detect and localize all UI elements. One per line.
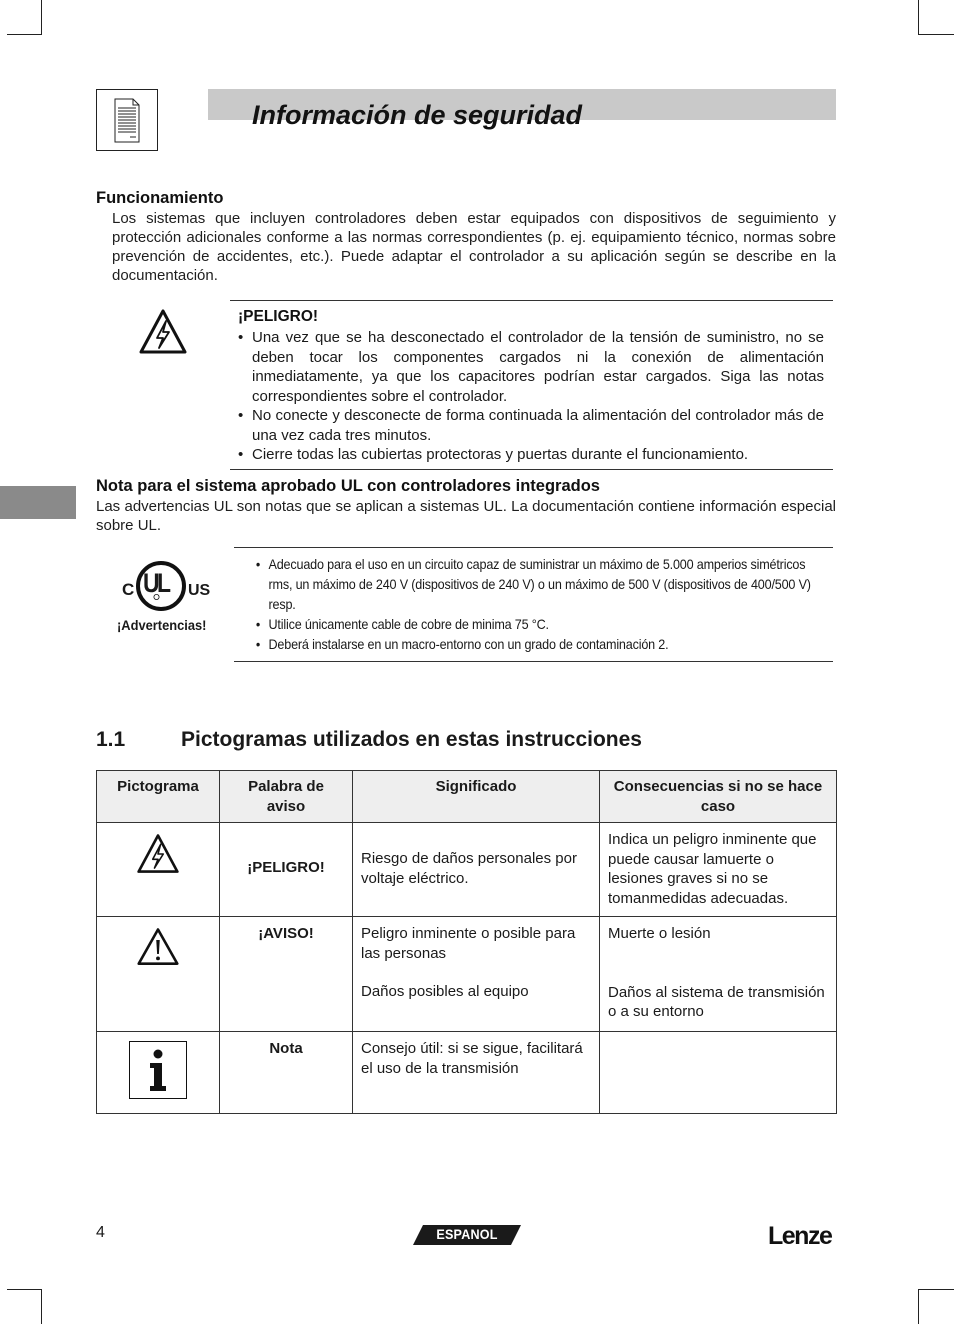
danger-heading: ¡PELIGRO!	[238, 308, 319, 325]
consequence-cell	[600, 1032, 837, 1114]
danger-item: • Una vez que se ha desconectado el controlador de la tensión de suministro, no se deben tocar los componentes cargados ni la conexión de alimentación inmediatamente, ya que los capacitores podrían estar cargados. Siga las notas correspondientes sobre el controlador.	[237, 328, 824, 406]
danger-item: • Cierre todas las cubiertas protectoras y puertas durante el funcionamiento.	[237, 445, 824, 465]
funcionamiento-text: Los sistemas que incluyen controladores deben estar equipados con dispositivos de seguimiento y protección adicionales conforme a las normas correspondientes (p. ej. equipamiento técnico, normas sobre prevención de accidentes, etc.). Puede adaptar el controlador a su aplicación según se describe en la documentación.	[112, 210, 836, 284]
crop-mark	[918, 34, 954, 35]
signal-word: ¡AVISO!	[220, 917, 353, 1032]
crop-mark	[918, 1289, 954, 1290]
ul-logo-c: C	[122, 580, 135, 599]
ul-bottom-rule	[234, 661, 833, 662]
funcionamiento-heading: Funcionamiento	[96, 189, 224, 207]
crop-mark	[41, 0, 42, 34]
meaning-line: Peligro inminente o posible para las personas	[361, 925, 576, 962]
meaning-cell	[353, 917, 600, 1032]
pictogram-cell	[97, 1032, 220, 1114]
table-row	[97, 823, 837, 917]
danger-list	[237, 328, 824, 465]
consequence-cell	[600, 917, 837, 1032]
crop-mark	[7, 34, 42, 35]
ul-logo-mark: UL	[143, 568, 169, 598]
document-icon	[96, 89, 158, 151]
consequence-cell: Indica un peligro inminente que puede causar lamuerte o lesiones graves si no se tomanmedidas adecuadas.	[600, 823, 837, 917]
column-header: Pictograma	[97, 771, 220, 823]
page-title: Información de seguridad	[252, 100, 583, 130]
ul-top-rule	[234, 547, 833, 548]
ul-note-text: Las advertencias UL son notas que se aplican a sistemas UL. La documentación contiene información especial sobre UL.	[96, 498, 836, 534]
crop-mark	[918, 0, 919, 34]
ul-list	[255, 554, 810, 654]
danger-bottom-rule	[230, 469, 833, 470]
info-icon	[129, 1041, 187, 1105]
section-title: Pictogramas utilizados en estas instrucciones	[181, 728, 642, 751]
chapter-tab	[0, 486, 76, 519]
meaning-line: Daños posibles al equipo	[361, 983, 529, 1000]
ul-item: • Adecuado para el uso en un circuito capaz de suministrar un máximo de 5.000 amperios simétricos rms, un máximo de 240 V (dispositivos de 240 V) o un máximo de 500 V (dispositivos de 400/500 V) resp.	[255, 554, 823, 614]
language-badge	[413, 1225, 521, 1245]
pictogram-table	[96, 770, 837, 1114]
consequence-line: Muerte o lesión	[608, 925, 711, 942]
column-header: Palabra de aviso	[220, 771, 353, 823]
meaning-cell: Consejo útil: si se sigue, facilitará el uso de la transmisión	[353, 1032, 600, 1114]
ul-item: • Utilice únicamente cable de cobre de minima 75 °C.	[255, 614, 823, 634]
ul-item: • Deberá instalarse en un macro-entorno con un grado de contaminación 2.	[255, 634, 823, 654]
language-label: ESPANOL	[436, 1226, 498, 1242]
danger-top-rule	[230, 300, 833, 301]
table-header-row	[97, 771, 837, 823]
table-row	[97, 1032, 837, 1114]
ul-warnings-caption: ¡Advertencias!	[117, 617, 207, 633]
page-number: 4	[96, 1224, 105, 1241]
meaning-cell: Riesgo de daños personales por voltaje eléctrico.	[353, 823, 600, 917]
brand-logo: Lenze	[768, 1222, 832, 1250]
ul-listed-logo	[116, 560, 216, 612]
electrical-hazard-icon	[137, 307, 189, 362]
danger-item: • No conecte y desconecte de forma continuada la alimentación del controlador más de una vez cada tres minutos.	[237, 406, 824, 445]
ul-logo-us: US	[188, 582, 211, 599]
table-row	[97, 917, 837, 1032]
pictogram-cell	[97, 823, 220, 917]
column-header: Significado	[353, 771, 600, 823]
crop-mark	[7, 1289, 42, 1290]
section-number: 1.1	[96, 728, 126, 751]
column-header: Consecuencias si no se hace caso	[600, 771, 837, 823]
crop-mark	[41, 1289, 42, 1324]
pictogram-cell	[97, 917, 220, 1032]
signal-word: ¡PELIGRO!	[220, 823, 353, 917]
signal-word: Nota	[220, 1032, 353, 1114]
ul-note-heading: Nota para el sistema aprobado UL con controladores integrados	[96, 477, 600, 495]
consequence-line: Daños al sistema de transmisión o a su entorno	[608, 983, 825, 1020]
electrical-hazard-icon	[135, 832, 181, 882]
warning-exclamation-icon	[135, 926, 181, 974]
crop-mark	[918, 1289, 919, 1324]
